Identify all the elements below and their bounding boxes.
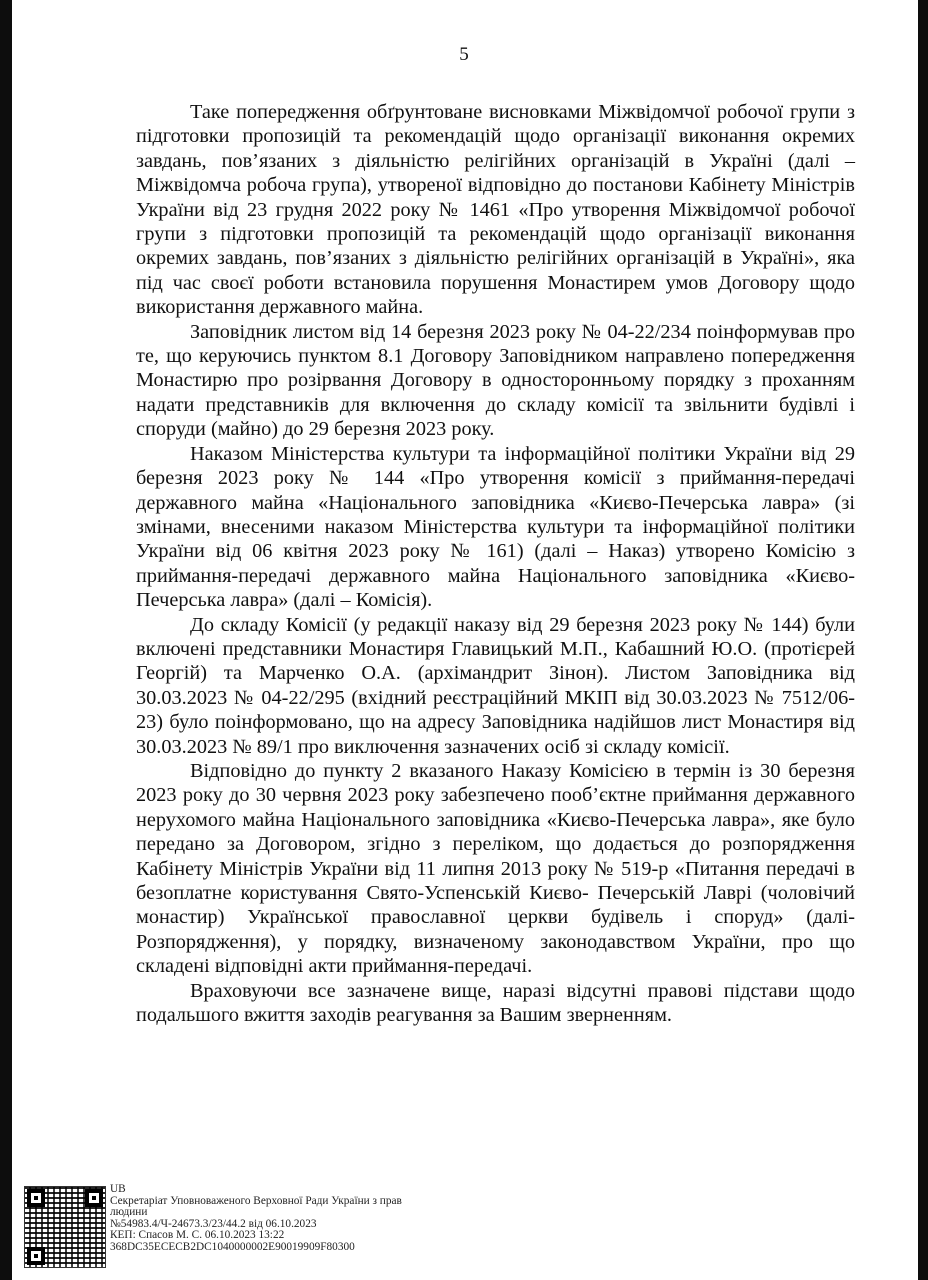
paragraph: Таке попередження обґрунтоване висновками Міжвідомчої робочої групи з підготовки пропозицій та рекомендацій щодо організації виконання окремих завдань, пов’язаних з діяльністю релігійних організацій в Україні (далі – Міжвідомча робоча група), утвореної відповідно до постанови Кабінету Міністрів України від 23 грудня 2022 року № 1461 «Про утворення Міжвідомчої робочої групи з підготовки пропозицій та рекомендацій щодо організації виконання окремих завдань, пов’язаних з діяльністю релігійних організацій в Україні», яка під час своєї роботи встановила порушення Монастирем умов Договору щодо використання державного майна.	[136, 101, 855, 319]
stamp-signature: КЕП: Спасов М. С. 06.10.2023 13:22	[110, 1229, 285, 1242]
qr-code-icon	[24, 1186, 106, 1268]
paragraph: До складу Комісії (у редакції наказу від 29 березня 2023 року № 144) були включені представники Монастиря Главицький М.П., Кабашний Ю.О. (протієрей Георгій) та Марченко О.А. (архімандрит Зінон). Листом Заповідника від 30.03.2023 № 04-22/295 (вхідний реєстраційний МКІП від 30.03.2023 № 7512/06-23) було поінформовано, що на адресу Заповідника надійшов лист Монастиря від 30.03.2023 № 89/1 про виключення зазначених осіб зі складу комісії.	[136, 613, 855, 758]
letter-body	[136, 100, 855, 1027]
stamp-org-line: Секретаріат Уповноваженого Верховної Ради України з прав	[110, 1194, 402, 1207]
stamp-cert-id: 368DC35ECECB2DC1040000002E90019909F80300	[110, 1240, 355, 1253]
stamp-text	[110, 1184, 402, 1254]
paragraph: Заповідник листом від 14 березня 2023 року № 04-22/234 поінформував про те, що керуючись пунктом 8.1 Договору Заповідником направлено попередження Монастирю про розірвання Договору в односторонньому порядку з проханням надати представників для включення до складу комісії та звільнити будівлі і споруди (майно) до 29 березня 2023 року.	[136, 320, 855, 441]
scan-edge-right	[918, 0, 928, 1280]
stamp-code: UB	[110, 1183, 126, 1195]
paragraph: Враховуючи все зазначене вище, наразі відсутні правові підстави щодо подальшого вжиття заходів реагування за Вашим зверненням.	[136, 979, 855, 1027]
scan-edge-left	[0, 0, 12, 1280]
stamp-org-line: людини	[110, 1206, 148, 1219]
stamp-reg-number: №54983.4/Ч-24673.3/23/44.2 від 06.10.2023	[110, 1217, 317, 1230]
paragraph: Наказом Міністерства культури та інформаційної політики України від 29 березня 2023 року № 144 «Про утворення комісії з приймання-передачі державного майна «Національного заповідника «Києво-Печерська лавра» (зі змінами, внесеними наказом Міністерства культури та інформаційної політики України від 06 квітня 2023 року № 161) (далі – Наказ) утворено Комісію з приймання-передачі державного майна Національного заповідника «Києво-Печерська лавра» (далі – Комісія).	[136, 442, 855, 612]
paragraph: Відповідно до пункту 2 вказаного Наказу Комісією в термін із 30 березня 2023 року до 30 червня 2023 року забезпечено пооб’єктне приймання державного нерухомого майна Національного заповідника «Києво-Печерська лавра», яке було передано за Договором, згідно з переліком, що додається до розпорядження Кабінету Міністрів України від 11 липня 2013 року № 519-р «Питання передачі в безоплатне користування Свято-Успенській Києво- Печерській Лаврі (чоловічий монастир) Української православної церкви будівель і споруд» (далі-Розпорядження), у порядку, визначеному законодавством України, про що складені відповідні акти приймання-передачі.	[136, 759, 855, 978]
page-number: 5	[459, 44, 469, 65]
registration-stamp	[24, 1183, 564, 1270]
